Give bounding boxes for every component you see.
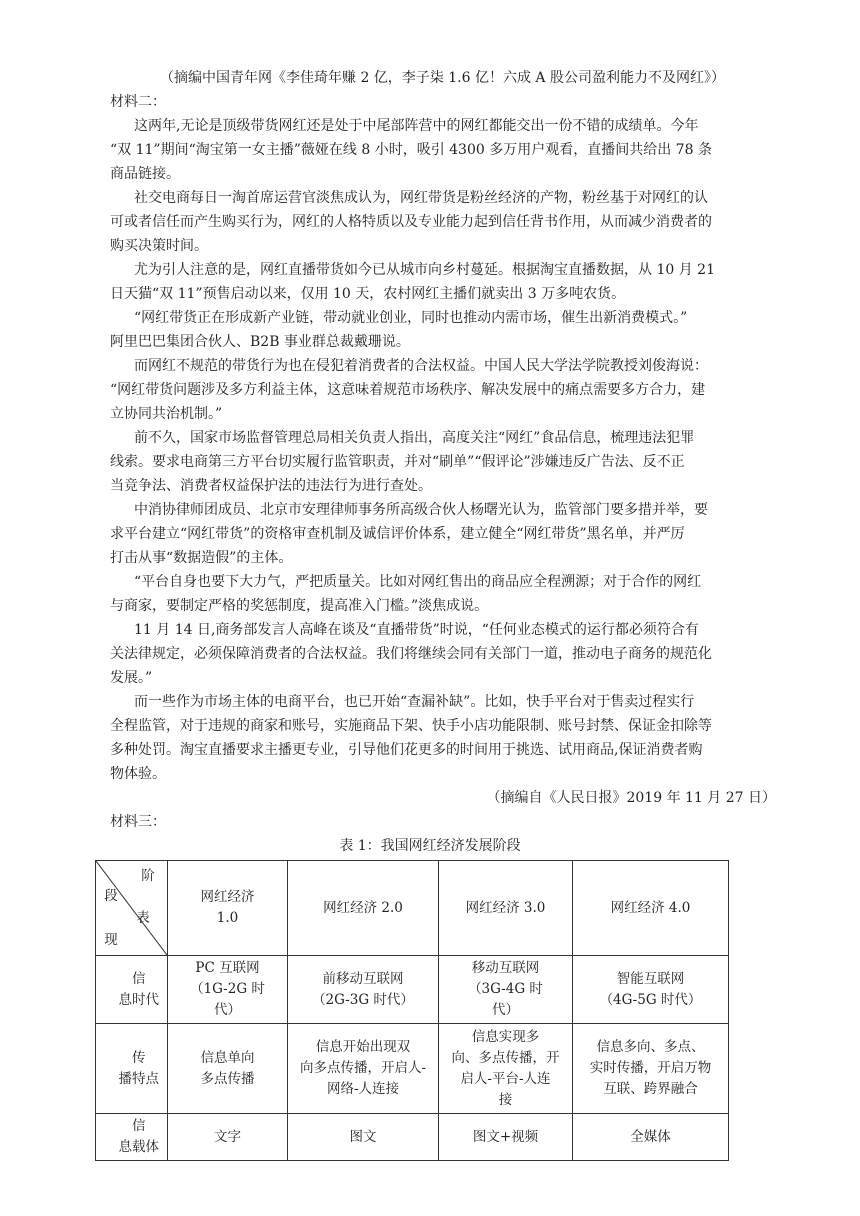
text-line: 11 月 14 日,商务部发言人高峰在谈及“直播带货”时说，“任何业态模式的运行都必须符合有	[134, 622, 699, 638]
table-cell: 全媒体	[573, 1114, 729, 1161]
table-row	[96, 1114, 729, 1161]
table-cell: 图文	[288, 1114, 439, 1161]
text-line: （摘编自《人民日报》2019 年 11 月 27 日）	[486, 790, 776, 806]
text-line: 可或者信任而产生购买行为，网红的人格特质以及专业能力起到信任背书作用，从而减少消费者的	[110, 214, 712, 230]
text-line: 中消协律师团成员、北京市安理律师事务所高级合伙人杨曙光认为，监管部门要多措并举，要	[134, 502, 708, 518]
text-line: 前不久，国家市场监督管理总局相关负责人指出，高度关注“网红”食品信息，梳理违法犯罪	[134, 430, 695, 446]
text-line: 这两年,无论是顶级带货网红还是处于中尾部阵营中的网红都能交出一份不错的成绩单。今年	[134, 118, 699, 134]
table-cell: 信息开始出现双 向多点传播，开启人- 网络-人连接	[288, 1024, 439, 1114]
text-line: 尤为引人注意的是，网红直播带货如今已从城市向乡村蔓延。根据淘宝直播数据，从 10 月 21	[134, 262, 715, 278]
text-line: 购买决策时间。	[110, 238, 208, 254]
text-line: 求平台建立“网红带货”的资格审查机制及诚信评价体系，建立健全“网红带货”黑名单，并严厉	[110, 526, 685, 542]
text-line: 商品链接。	[110, 166, 180, 182]
table-cell: PC 互联网 （1G-2G 时 代）	[168, 956, 288, 1024]
text-line: 全程监管，对于违规的商家和账号，实施商品下架、快手小店功能限制、账号封禁、保证金扣除等	[110, 718, 712, 734]
text-line: 与商家，要制定严格的奖惩制度，提高准入门槛。”淡焦成说。	[110, 598, 489, 614]
table-header-cell: 网红经济 3.0	[439, 861, 573, 956]
text-line: 多种处罚。淘宝直播要求主播更专业，引导他们花更多的时间用于挑选、试用商品,保证消费者购	[110, 742, 703, 758]
table-corner-cell	[96, 861, 168, 956]
table-cell: 移动互联网 （3G-4G 时 代）	[439, 956, 573, 1024]
corner-label-bottom-2: 现	[104, 932, 118, 948]
text-line: 当竞争法、消费者权益保护法的违法行为进行查处。	[110, 478, 432, 494]
stages-table-wrapper	[95, 860, 728, 1161]
text-line: 材料三：	[110, 814, 166, 830]
table-row	[96, 956, 729, 1024]
text-line: 物体验。	[110, 766, 166, 782]
table-header-cell: 网红经济 4.0	[573, 861, 729, 956]
table-row	[96, 1024, 729, 1114]
text-line: 打击从事“数据造假”的主体。	[110, 550, 293, 566]
text-line: “平台自身也要下大力气，严把质量关。比如对网红售出的商品应全程溯源；对于合作的网红	[134, 574, 702, 590]
table-cell: 图文+视频	[439, 1114, 573, 1161]
text-line: 社交电商每日一淘首席运营官淡焦成认为，网红带货是粉丝经济的产物，粉丝基于对网红的认	[134, 190, 708, 206]
text-line: 表 1：我国网红经济发展阶段	[339, 838, 521, 854]
table-row-label: 传 播特点	[96, 1024, 168, 1114]
table-cell: 信息多向、多点、 实时传播，开启万物 互联、跨界融合	[573, 1024, 729, 1114]
table-header-cell: 网红经济 1.0	[168, 861, 288, 956]
table-header-row	[96, 861, 729, 956]
text-line: 发展。”	[110, 670, 153, 686]
table-header-cell: 网红经济 2.0	[288, 861, 439, 956]
table-cell: 信息实现多 向、多点传播，开 启人-平台-人连 接	[439, 1024, 573, 1114]
text-line: （摘编中国青年网《李佳琦年赚 2 亿，李子柒 1.6 亿！六成 A 股公司盈利能力不及网红》）	[160, 70, 725, 86]
table-cell: 文字	[168, 1114, 288, 1161]
text-line: 而一些作为市场主体的电商平台，也已开始“查漏补缺”。比如，快手平台对于售卖过程实行	[134, 694, 695, 710]
table-cell: 信息单向 多点传播	[168, 1024, 288, 1114]
corner-label-bottom-1: 表	[136, 910, 150, 926]
table-row-label: 信 息时代	[96, 956, 168, 1024]
stages-table	[95, 860, 729, 1161]
table-cell: 智能互联网 （4G-5G 时代）	[573, 956, 729, 1024]
text-line: 线索。要求电商第三方平台切实履行监管职责，并对“刷单”“假评论”涉嫌违反广告法、反不正	[110, 454, 685, 470]
text-line: 关法律规定，必须保障消费者的合法权益。我们将继续会同有关部门一道，推动电子商务的规范化	[110, 646, 712, 662]
text-line: 日天猫“双 11”预售启动以来，仅用 10 天，农村网红主播们就卖出 3 万多吨农货。	[110, 286, 626, 302]
corner-label-top-1: 阶	[141, 868, 155, 884]
text-line: 立协同共治机制。”	[110, 406, 223, 422]
text-line: 阿里巴巴集团合伙人、B2B 事业群总裁戴珊说。	[110, 334, 410, 350]
table-row-label: 信 息载体	[96, 1114, 168, 1161]
text-line: “双 11”期间“淘宝第一女主播”薇娅在线 8 小时，吸引 4300 多万用户观看，直播间共给出 78 条	[110, 142, 712, 158]
text-line: “网红带货正在形成新产业链，带动就业创业，同时也推动内需市场，催生出新消费模式。”	[134, 310, 688, 326]
table-cell: 前移动互联网 （2G-3G 时代）	[288, 956, 439, 1024]
text-line: 材料二：	[110, 94, 166, 110]
corner-label-top-2: 段	[104, 888, 118, 904]
text-line: 而网红不规范的带货行为也在侵犯着消费者的合法权益。中国人民大学法学院教授刘俊海说：	[134, 358, 708, 374]
text-line: “网红带货问题涉及多方利益主体，这意味着规范市场秩序、解决发展中的痛点需要多方合力，建	[110, 382, 706, 398]
